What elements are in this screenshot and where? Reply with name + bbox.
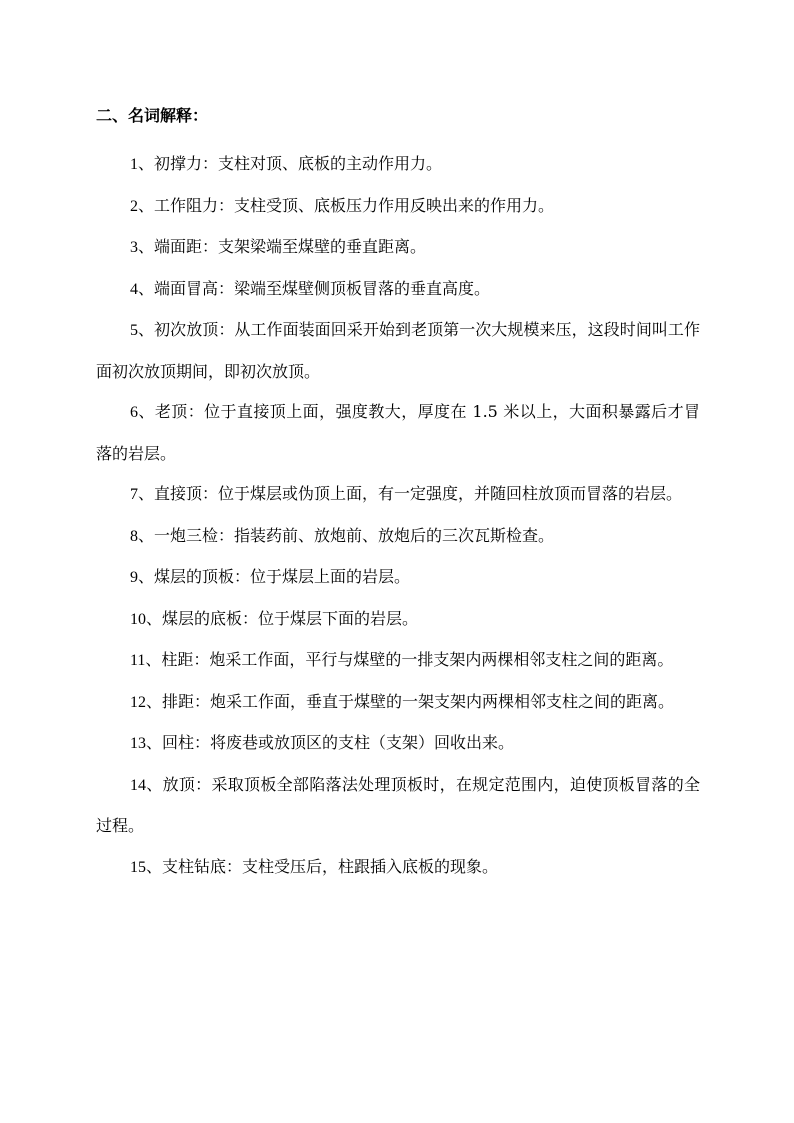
definition-entry-4 bbox=[96, 269, 700, 311]
definition-entry-9 bbox=[96, 557, 700, 599]
definition-entry-11 bbox=[96, 640, 700, 682]
definition-entry-13 bbox=[96, 723, 700, 765]
definition-entry-6 bbox=[96, 392, 700, 474]
entry-number: 7 bbox=[130, 486, 138, 503]
entry-number: 10 bbox=[130, 610, 146, 628]
entry-number: 4 bbox=[130, 280, 138, 298]
entry-text: 、老顶：位于直接顶上面，强度教大，厚度在 1.5 米以上，大面积暴露后才冒落的岩层。 bbox=[96, 402, 700, 463]
entry-text: 、排距：炮采工作面，垂直于煤壁的一架支架内两棵相邻支柱之间的距离。 bbox=[146, 691, 675, 711]
entry-text: 、煤层的顶板：位于煤层上面的岩层。 bbox=[138, 567, 411, 586]
definition-entry-2 bbox=[96, 186, 700, 228]
entry-number: 11 bbox=[130, 652, 146, 669]
entry-text: 、端面冒高：梁端至煤壁侧顶板冒落的垂直高度。 bbox=[138, 278, 491, 298]
definition-entry-12 bbox=[96, 682, 700, 724]
entry-number: 14 bbox=[130, 776, 146, 794]
entry-number: 9 bbox=[130, 569, 138, 586]
definition-entry-7 bbox=[96, 474, 700, 516]
definition-entry-1 bbox=[96, 144, 700, 186]
definition-entry-14 bbox=[96, 765, 700, 847]
entry-number: 2 bbox=[130, 197, 138, 215]
entry-text: 、初次放顶：从工作面装面回采开始到老顶第一次大规模来压，这段时间叫工作面初次放顶期间，即初次放顶。 bbox=[96, 320, 700, 381]
entry-text: 、一炮三检：指装药前、放炮前、放炮后的三次瓦斯检查。 bbox=[138, 525, 555, 545]
entry-number: 1 bbox=[130, 156, 138, 173]
entry-text: 、煤层的底板：位于煤层下面的岩层。 bbox=[146, 608, 419, 628]
definition-list bbox=[96, 144, 700, 888]
entry-text: 、回柱：将废巷或放顶区的支柱（支架）回收出来。 bbox=[146, 733, 515, 752]
entry-number: 3 bbox=[130, 239, 138, 256]
definition-entry-15 bbox=[96, 847, 700, 889]
entry-number: 6 bbox=[130, 404, 138, 421]
definition-entry-8 bbox=[96, 516, 700, 558]
entry-number: 12 bbox=[130, 693, 146, 711]
entry-number: 15 bbox=[130, 858, 146, 876]
entry-text: 、柱距：炮采工作面，平行与煤壁的一排支架内两棵相邻支柱之间的距离。 bbox=[145, 650, 674, 669]
entry-number: 13 bbox=[130, 735, 146, 752]
entry-text: 、支柱钻底：支柱受压后，柱跟插入底板的现象。 bbox=[146, 856, 499, 876]
entry-text: 、放顶：采取顶板全部陷落法处理顶板时，在规定范围内，迫使顶板冒落的全过程。 bbox=[96, 774, 700, 835]
section-heading: 二、名词解释： bbox=[96, 106, 209, 125]
entry-text: 、初撑力：支柱对顶、底板的主动作用力。 bbox=[138, 154, 443, 173]
definition-entry-5 bbox=[96, 310, 700, 392]
entry-number: 5 bbox=[130, 322, 138, 339]
entry-number: 8 bbox=[130, 527, 138, 545]
entry-text: 、端面距：支架梁端至煤壁的垂直距离。 bbox=[138, 237, 427, 256]
entry-text: 、直接顶：位于煤层或伪顶上面，有一定强度，并随回柱放顶而冒落的岩层。 bbox=[138, 484, 683, 503]
definition-entry-3 bbox=[96, 227, 700, 269]
entry-text: 、工作阻力：支柱受顶、底板压力作用反映出来的作用力。 bbox=[138, 195, 555, 215]
definition-entry-10 bbox=[96, 599, 700, 641]
